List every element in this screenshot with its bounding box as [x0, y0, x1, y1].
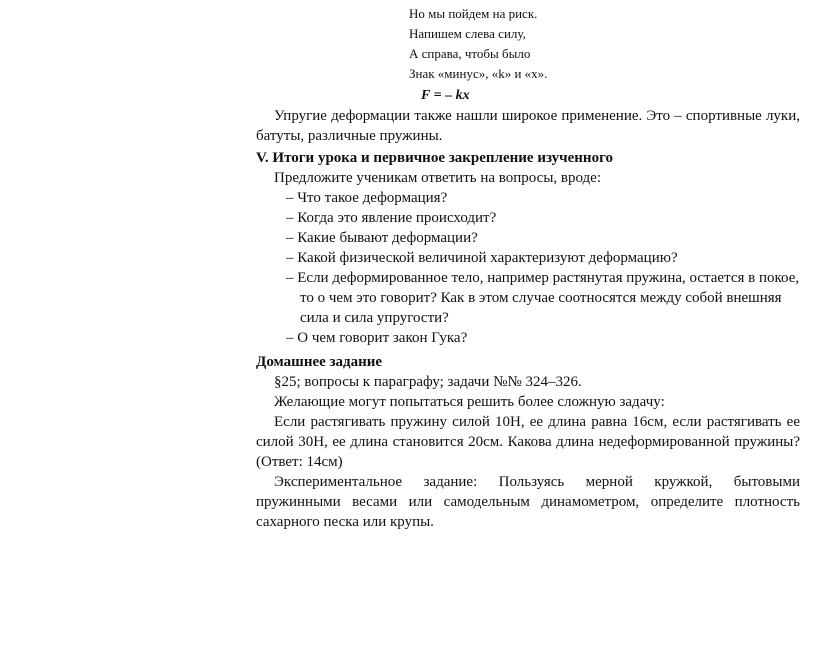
homework-optional-intro: Желающие могут попытаться решить более сложную задачу:: [274, 394, 665, 410]
section-v-intro: Предложите ученикам ответить на вопросы, вроде:: [274, 170, 602, 186]
hooke-formula: F = – kx: [421, 88, 470, 103]
poem-line: Напишем слева силу,: [409, 26, 526, 41]
question-item: – Что такое деформация?: [286, 190, 448, 206]
poem-line: А справа, чтобы было: [409, 46, 531, 61]
question-item: – Какой физической величиной характеризуют деформацию?: [286, 250, 678, 266]
poem-line: Знак «минус», «k» и «x».: [409, 66, 548, 81]
question-list: [256, 188, 800, 348]
elastic-paragraph-block: [256, 106, 800, 146]
section-v: [256, 148, 800, 348]
homework-assignment: §25; вопросы к параграфу; задачи №№ 324–326.: [274, 374, 582, 390]
homework-heading: Домашнее задание: [256, 354, 383, 370]
homework-section: [256, 352, 800, 532]
question-item: – О чем говорит закон Гука?: [286, 330, 468, 346]
question-item: – Когда это явление происходит?: [286, 210, 497, 226]
elastic-paragraph: Упругие деформации также нашли широкое применение. Это – спортивные луки, батуты, различные пружины.: [256, 108, 800, 144]
poem-block: [409, 4, 547, 106]
question-item: – Какие бывают деформации?: [286, 230, 478, 246]
homework-problem: Если растягивать пружину силой 10Н, ее длина равна 16см, если растягивать ее силой 30Н, ее длина становится 20см. Какова длина недеформированной пружины? (Ответ: 14см): [256, 414, 800, 470]
section-v-heading: V. Итоги урока и первичное закрепление изученного: [256, 150, 614, 166]
question-item: – Если деформированное тело, например растянутая пружина, остается в покое, то о чем это говорит? Как в этом случае соотносятся между собой внешняя сила и сила упругости?: [286, 270, 800, 326]
homework-experimental: Экспериментальное задание: Пользуясь мерной кружкой, бытовыми пружинными весами или самодельным динамометром, определите плотность сахарного песка или крупы.: [256, 474, 800, 530]
poem-line: Но мы пойдем на риск.: [409, 6, 538, 21]
